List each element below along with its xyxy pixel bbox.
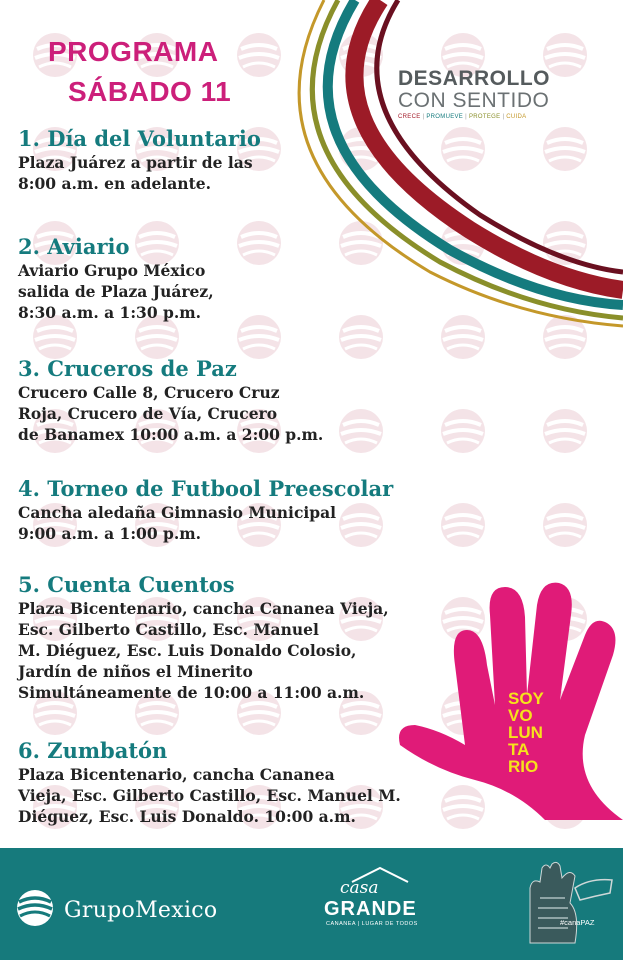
tagline-word: PROMUEVE <box>426 114 464 120</box>
detail-line: Cancha aledaña Gimnasio Municipal <box>18 503 337 522</box>
page-title: PROGRAMA <box>48 36 219 67</box>
grupomexico-wordmark: GrupoMexico <box>64 898 218 923</box>
program-item-aviario <box>18 234 478 323</box>
desarrollo-con-sentido-logo <box>398 68 573 120</box>
program-item-title: 6. Zumbatón <box>18 738 168 763</box>
pattern-motif <box>543 503 587 547</box>
detail-line: Diéguez, Esc. Luis Donaldo. 10:00 a.m. <box>18 807 356 826</box>
page-subtitle: SÁBADO 11 <box>68 76 232 107</box>
detail-line: Plaza Bicentenario, cancha Cananea <box>18 765 335 784</box>
tagline-separator: | <box>502 114 505 120</box>
detail-line: 9:00 a.m. a 1:00 p.m. <box>18 524 202 543</box>
program-item-details <box>18 260 478 323</box>
tagline-separator: | <box>465 114 467 120</box>
badge-line: TA <box>508 740 530 759</box>
detail-line: Plaza Bicentenario, cancha Cananea Vieja, <box>18 599 389 618</box>
detail-line: Simultáneamente de 10:00 a 11:00 a.m. <box>18 683 365 702</box>
casa-grande-tagline: CANANEA | LUGAR DE TODOS <box>326 921 418 927</box>
program-item-title: 4. Torneo de Futbool Preescolar <box>18 476 394 501</box>
detail-line: Jardín de niños el Minerito <box>18 662 253 681</box>
tagline-word: PROTEGE <box>468 114 501 120</box>
program-item-details <box>18 502 478 544</box>
detail-line: Esc. Gilberto Castillo, Esc. Manuel <box>18 620 319 639</box>
casa-grande-logo <box>320 866 440 941</box>
grupomexico-logo-icon <box>14 888 56 928</box>
program-item-title: 1. Día del Voluntario <box>18 126 261 151</box>
detail-line: Aviario Grupo México <box>18 261 206 280</box>
tagline-word: CUIDA <box>506 114 527 120</box>
badge-line: SOY <box>508 689 544 708</box>
program-item-details <box>18 152 478 194</box>
detail-line: salida de Plaza Juárez, <box>18 282 214 301</box>
badge-line: VO <box>508 706 533 725</box>
detail-line: Plaza Juárez a partir de las <box>18 153 253 172</box>
program-item-details <box>18 382 478 445</box>
detail-line: de Banamex 10:00 a.m. a 2:00 p.m. <box>18 425 324 444</box>
brand-line1: DESARROLLO <box>398 67 550 90</box>
detail-line: Crucero Calle 8, Crucero Cruz <box>18 383 280 402</box>
program-item-title: 2. Aviario <box>18 234 130 259</box>
brand-line2: CON SENTIDO <box>398 89 550 112</box>
pattern-motif <box>543 409 587 453</box>
detail-line: Roja, Crucero de Vía, Crucero <box>18 404 278 423</box>
grande-label: GRANDE <box>324 898 417 920</box>
badge-line: LUN <box>508 723 543 742</box>
hashtag-label: #canaPAZ <box>560 918 595 927</box>
program-item-cruceros <box>18 356 478 445</box>
program-item-torneo <box>18 476 478 544</box>
brand-tagline <box>398 114 573 120</box>
soy-voluntario-badge <box>508 690 544 775</box>
detail-line: Vieja, Esc. Gilberto Castillo, Esc. Manuel M. <box>18 786 401 805</box>
detail-line: 8:30 a.m. a 1:30 p.m. <box>18 303 202 322</box>
tagline-separator: | <box>422 114 425 120</box>
detail-line: M. Diéguez, Esc. Luis Donaldo Colosio, <box>18 641 357 660</box>
peace-hands-icon <box>520 858 615 950</box>
program-item-title: 5. Cuenta Cuentos <box>18 572 235 597</box>
program-item-title: 3. Cruceros de Paz <box>18 356 237 381</box>
detail-line: 8:00 a.m. en adelante. <box>18 174 211 193</box>
casa-label: casa <box>340 878 379 898</box>
program-item-voluntario <box>18 126 478 194</box>
badge-line: RIO <box>508 757 539 776</box>
tagline-word: CRECE <box>398 114 421 120</box>
